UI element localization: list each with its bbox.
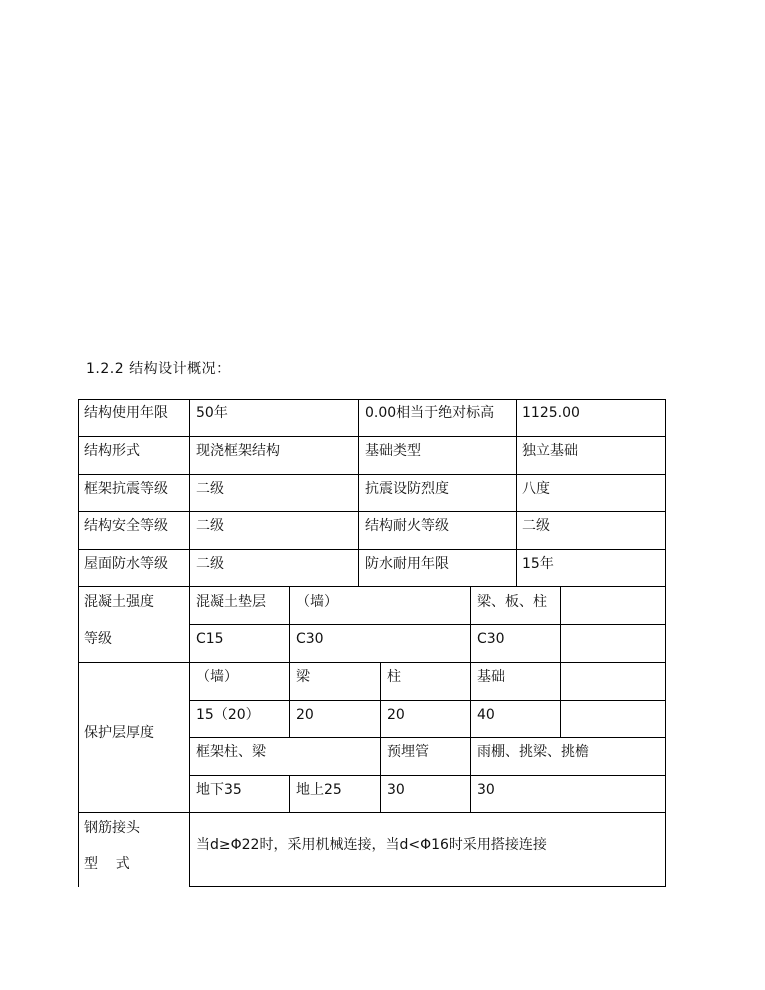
cell-value: 现浇框架结构 [196, 443, 280, 459]
table-rule [470, 586, 471, 662]
table-rule [470, 662, 471, 812]
cell-value: 50年 [196, 405, 228, 421]
table-rule [189, 886, 666, 887]
table-rule [665, 399, 666, 887]
table-rule [189, 737, 666, 738]
table-rule [78, 474, 666, 475]
cell-label: 0.00相当于绝对标高 [365, 405, 495, 421]
cover-header: （墙） [196, 669, 238, 685]
cell-label: 结构使用年限 [84, 405, 168, 421]
cell-label: 抗震设防烈度 [365, 481, 449, 497]
table-rule [560, 586, 561, 737]
table-rule [78, 812, 666, 813]
cell-label: 框架抗震等级 [84, 481, 168, 497]
cover-value: 地上25 [296, 782, 342, 798]
cover-value: 15（20） [196, 707, 260, 723]
table-rule [289, 775, 290, 812]
cell-value: 独立基础 [522, 443, 578, 459]
cell-value: 1125.00 [522, 405, 580, 421]
table-rule [78, 436, 666, 437]
cell-value: 二级 [196, 556, 224, 572]
cover-label: 保护层厚度 [84, 725, 154, 741]
concrete-header: 梁、板、柱 [477, 594, 547, 610]
concrete-value: C30 [296, 631, 324, 647]
cell-value: 二级 [522, 518, 550, 534]
cell-value: 15年 [522, 556, 554, 572]
cover-value: 20 [387, 707, 405, 723]
section-heading: 1.2.2 结构设计概况： [86, 361, 231, 377]
cell-label: 防水耐用年限 [365, 556, 449, 572]
cell-label: 结构形式 [84, 443, 140, 459]
concrete-value: C30 [477, 631, 505, 647]
cover-header: 柱 [387, 669, 401, 685]
cover-value: 地下35 [196, 782, 242, 798]
rebar-value: 当d≥Φ22时，采用机械连接，当d<Φ16时采用搭接连接 [196, 837, 547, 853]
table-rule [78, 549, 666, 550]
cover-value: 30 [387, 782, 405, 798]
table-rule [289, 586, 290, 662]
table-rule [516, 399, 517, 586]
cover-header: 雨棚、挑梁、挑檐 [477, 744, 589, 760]
cell-label: 屋面防水等级 [84, 556, 168, 572]
table-rule [78, 662, 666, 663]
concrete-label: 混凝土强度 [84, 594, 154, 610]
table-rule [189, 624, 666, 625]
table-rule [189, 399, 190, 887]
concrete-value: C15 [196, 631, 224, 647]
table-rule [289, 662, 290, 737]
cell-value: 二级 [196, 518, 224, 534]
rebar-label: 型 式 [84, 856, 130, 872]
concrete-header: （墙） [296, 594, 338, 610]
cell-value: 八度 [522, 481, 550, 497]
cover-header: 框架柱、梁 [196, 744, 266, 760]
table-rule [358, 399, 359, 586]
concrete-header: 混凝土垫层 [196, 594, 266, 610]
cover-value: 40 [477, 707, 495, 723]
table-rule [189, 700, 666, 701]
rebar-label: 钢筋接头 [84, 820, 140, 836]
table-rule [78, 511, 666, 512]
cell-label: 基础类型 [365, 443, 421, 459]
cover-header: 基础 [477, 669, 505, 685]
cell-label: 结构耐火等级 [365, 518, 449, 534]
cover-value: 30 [477, 782, 495, 798]
cell-value: 二级 [196, 481, 224, 497]
table-rule [78, 399, 79, 887]
cover-header: 梁 [296, 669, 310, 685]
table-rule [78, 399, 666, 400]
table-rule [380, 662, 381, 812]
concrete-label: 等级 [84, 631, 112, 647]
table-rule [189, 775, 666, 776]
cover-value: 20 [296, 707, 314, 723]
cover-header: 预埋管 [387, 744, 429, 760]
cell-label: 结构安全等级 [84, 518, 168, 534]
table-rule [78, 586, 666, 587]
